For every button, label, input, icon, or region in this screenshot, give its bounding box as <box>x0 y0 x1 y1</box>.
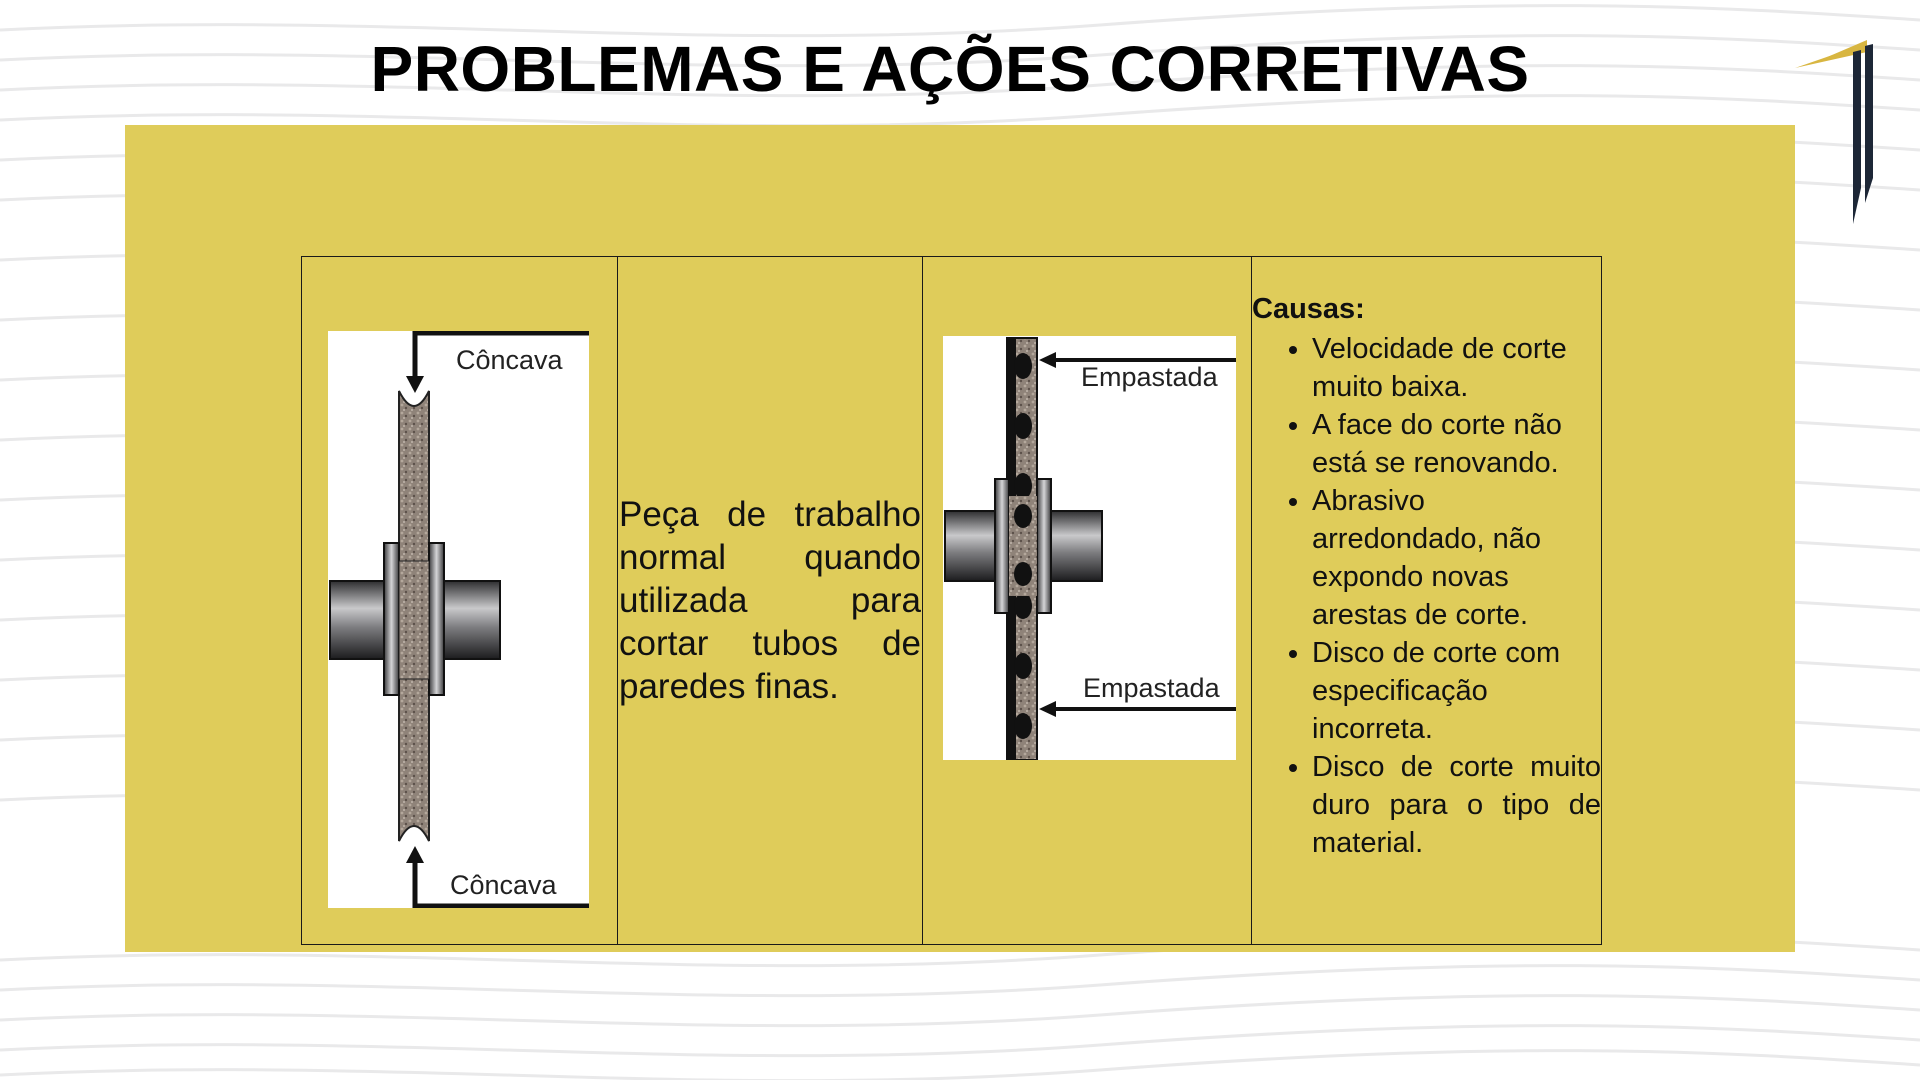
list-item: • A face do corte não está se renovando. <box>1312 406 1601 482</box>
description-cell <box>618 257 923 945</box>
loaded-wheel-figure-cell <box>923 257 1252 945</box>
brand-logo-icon <box>1795 38 1875 228</box>
causes-heading: Causas: <box>1252 293 1365 325</box>
loaded-wheel-figure <box>943 336 1236 760</box>
page-title: PROBLEMAS E AÇÕES CORRETIVAS <box>370 33 1530 105</box>
causes-list <box>1252 330 1601 862</box>
list-item: • Disco de corte muito duro para o tipo de material. <box>1312 748 1601 862</box>
concave-label-bottom: Côncava <box>450 870 557 900</box>
list-item: • Disco de corte com especificação incorreta. <box>1312 634 1601 748</box>
concave-wheel-figure-cell <box>302 257 618 945</box>
loaded-label-top: Empastada <box>1081 362 1218 392</box>
list-item: • Velocidade de corte muito baixa. <box>1312 330 1601 406</box>
causes-cell <box>1252 257 1602 945</box>
table-row <box>302 257 1602 945</box>
problem-table <box>301 256 1602 945</box>
list-item: • Abrasivo arredondado, não expondo novas arestas de corte. <box>1312 482 1601 634</box>
loaded-label-bottom: Empastada <box>1083 673 1220 703</box>
concave-label-top: Côncava <box>456 345 563 375</box>
description-text: Peça de trabalho normal quando utilizada para cortar tubos de paredes finas. <box>619 495 921 706</box>
concave-wheel-figure <box>328 331 589 908</box>
